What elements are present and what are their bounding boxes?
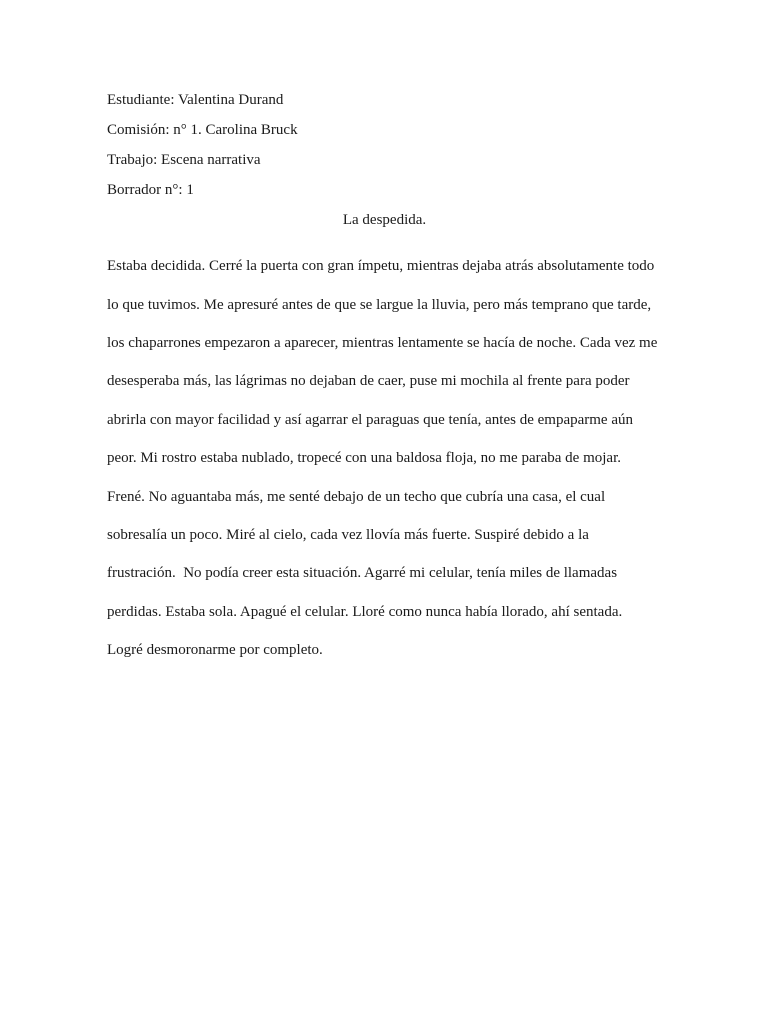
student-line: Estudiante: Valentina Durand	[107, 92, 284, 108]
paragraph-line: Frené. No aguantaba más, me senté debajo de un techo que cubría una casa, el cual	[107, 488, 606, 505]
commission-line: Comisión: n° 1. Carolina Bruck	[107, 122, 298, 138]
paragraph-line: desesperaba más, las lágrimas no dejaban de caer, puse mi mochila al frente para poder	[107, 373, 630, 390]
draft-line: Borrador n°: 1	[107, 182, 194, 198]
paragraph-line: perdidas. Estaba sola. Apagué el celular. Lloré como nunca había llorado, ahí sentada.	[107, 603, 623, 620]
paragraph-line: los chaparrones empezaron a aparecer, mientras lentamente se hacía de noche. Cada vez me	[107, 335, 658, 352]
paragraph-line: peor. Mi rostro estaba nublado, tropecé con una baldosa floja, no me paraba de mojar.	[107, 450, 621, 467]
narrative-paragraph	[107, 238, 662, 680]
paragraph-line: sobresalía un poco. Miré al cielo, cada vez llovía más fuerte. Suspiré debido a la	[107, 527, 589, 544]
assignment-line: Trabajo: Escena narrativa	[107, 152, 261, 168]
document-title: La despedida.	[342, 212, 427, 228]
paragraph-line: abrirla con mayor facilidad y así agarrar el paraguas que tenía, antes de empaparme aún	[107, 411, 633, 428]
paragraph-line: Logré desmoronarme por completo.	[107, 642, 323, 659]
paragraph-line: lo que tuvimos. Me apresuré antes de que se largue la lluvia, pero más temprano que tarde,	[107, 296, 652, 313]
paragraph-line: frustración. No podía creer esta situación. Agarré mi celular, tenía miles de llamadas	[107, 565, 618, 582]
document-content	[107, 90, 662, 680]
paragraph-line: Estaba decidida. Cerré la puerta con gran ímpetu, mientras dejaba atrás absolutamente todo	[107, 258, 655, 275]
